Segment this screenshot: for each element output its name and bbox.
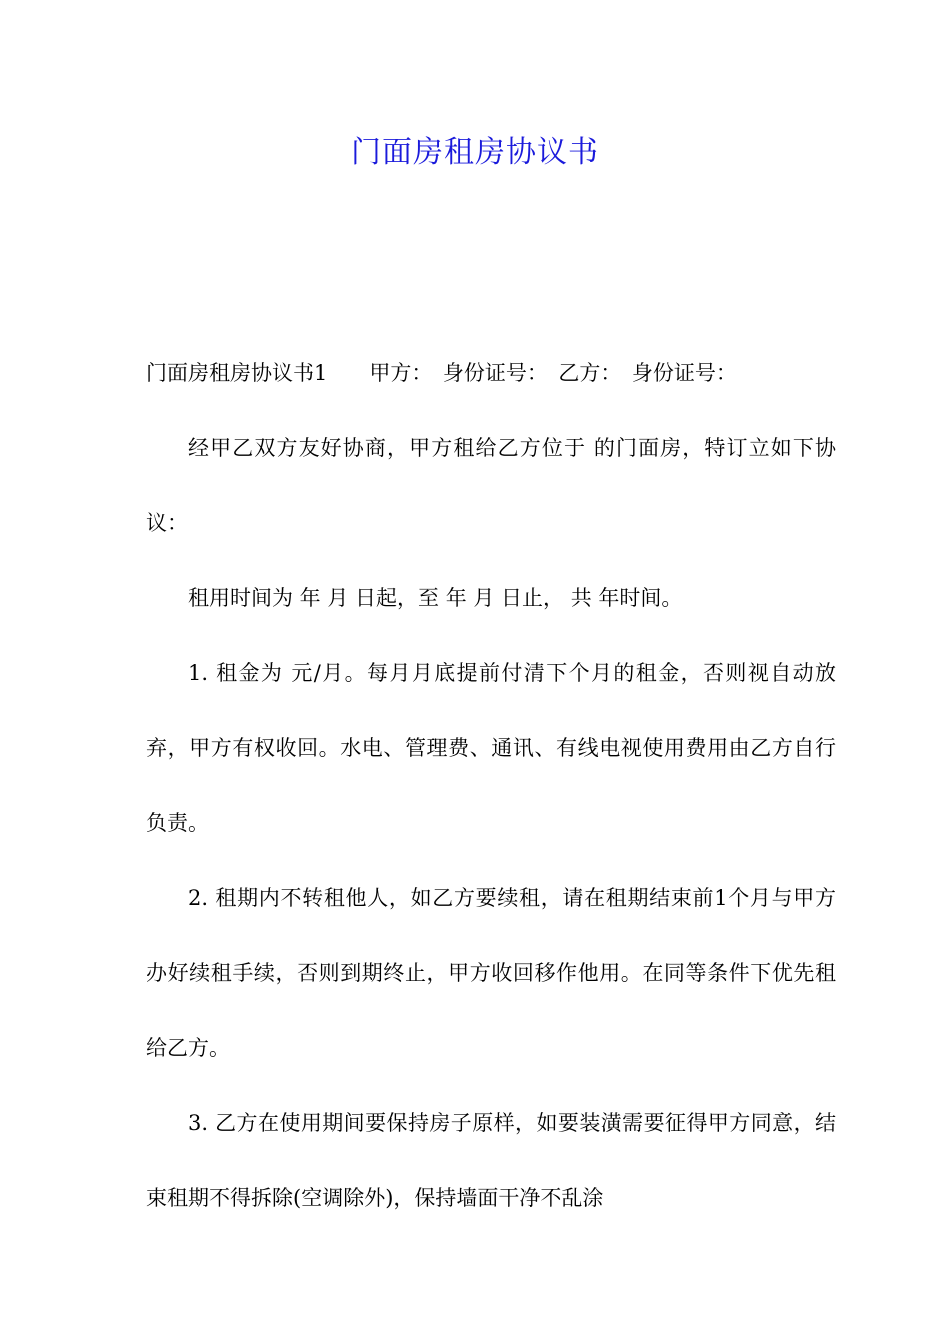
paragraph-clause-3: 3. 乙方在使用期间要保持房子原样，如要装潢需要征得甲方同意，结束租期不得拆除(空调除外)，保持墙面干净不乱涂 — [146, 1111, 836, 1210]
paragraph-clause-1: 1. 租金为 元/月。每月月底提前付清下个月的租金，否则视自动放弃，甲方有权收回。水电、管理费、通讯、有线电视使用费用由乙方自行负责。 — [146, 661, 836, 835]
document-body — [146, 336, 836, 1236]
paragraph-lease-term: 租用时间为 年 月 日起，至 年 月 日止， 共 年时间。 — [188, 586, 683, 610]
document-title: 门面房租房协议书 — [351, 135, 599, 170]
parties-line: 门面房租房协议书1 甲方： 身份证号： 乙方： 身份证号： — [146, 361, 737, 385]
paragraph-agreement-intro: 经甲乙双方友好协商，甲方租给乙方位于 的门面房，特订立如下协议： — [146, 436, 836, 535]
paragraph-clause-2: 2. 租期内不转租他人，如乙方要续租，请在租期结束前1个月与甲方办好续租手续，否则到期终止，甲方收回移作他用。在同等条件下优先租给乙方。 — [146, 886, 836, 1060]
